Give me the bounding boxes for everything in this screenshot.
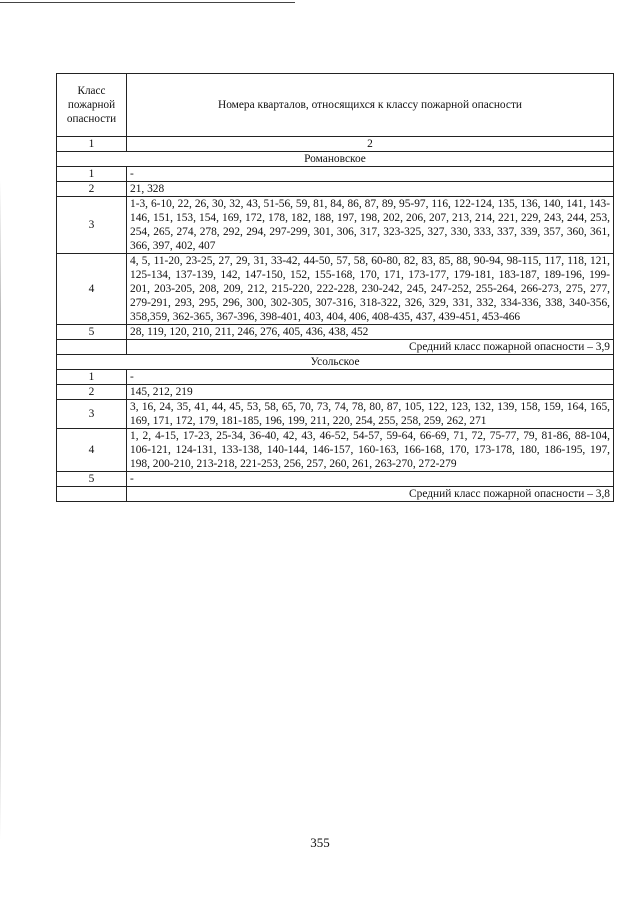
table-row <box>57 385 614 400</box>
class-cell: 2 <box>57 182 127 197</box>
quarters-cell: 145, 212, 219 <box>127 385 614 400</box>
quarters-cell: 1-3, 6-10, 22, 26, 30, 32, 43, 51-56, 59, 81, 84, 86, 87, 89, 95-97, 116, 122-124, 135, 136, 140, 141, 143-146, 151, 153, 154, 169, 172, 178, 182, 188, 197, 198, 202, 206, 207, 213, 214, 221, 229, 243, 244, 253, 254, 265, 274, 278, 292, 294, 297-299, 301, 306, 317, 323-325, 327, 330, 333, 337, 339, 357, 360, 361, 366, 397, 402, 407 <box>127 197 614 254</box>
table-row <box>57 197 614 254</box>
table-row <box>57 167 614 182</box>
table-row <box>57 325 614 340</box>
column-number-row <box>57 137 614 152</box>
table-row <box>57 429 614 472</box>
quarters-cell: - <box>127 472 614 487</box>
page-number: 355 <box>310 835 330 850</box>
table-row <box>57 370 614 385</box>
class-cell: 3 <box>57 400 127 429</box>
average-class-text: Средний класс пожарной опасности – 3,9 <box>127 340 614 355</box>
table-row <box>57 182 614 197</box>
empty-cell <box>57 340 127 355</box>
class-cell: 4 <box>57 429 127 472</box>
quarters-cell: 1, 2, 4-15, 17-23, 25-34, 36-40, 42, 43, 46-52, 54-57, 59-64, 66-69, 71, 72, 75-77, 79, 81-86, 88-104, 106-121, 124-131, 133-138, 140-144, 146-157, 160-163, 166-168, 170, 173-178, 180, 186-195, 197, 198, 200-210, 213-218, 221-253, 256, 257, 260, 261, 263-270, 272-279 <box>127 429 614 472</box>
header-class-cell: Класс пожарной опасности <box>57 74 127 137</box>
class-cell: 2 <box>57 385 127 400</box>
region-name: Усольское <box>57 355 614 370</box>
region-row <box>57 152 614 167</box>
region-row <box>57 355 614 370</box>
header-quarters-cell: Номера кварталов, относящихся к классу пожарной опасности <box>127 74 614 137</box>
quarters-cell: 28, 119, 120, 210, 211, 246, 276, 405, 436, 438, 452 <box>127 325 614 340</box>
class-cell: 3 <box>57 197 127 254</box>
table-header-row <box>57 74 614 137</box>
scan-top-line <box>0 2 295 3</box>
class-cell: 1 <box>57 370 127 385</box>
class-cell: 5 <box>57 472 127 487</box>
scan-edge <box>0 180 1 840</box>
average-class-text: Средний класс пожарной опасности – 3,8 <box>127 487 614 502</box>
class-cell: 1 <box>57 167 127 182</box>
average-row <box>57 487 614 502</box>
table-row <box>57 254 614 325</box>
class-cell: 5 <box>57 325 127 340</box>
class-cell: 4 <box>57 254 127 325</box>
empty-cell <box>57 487 127 502</box>
region-name: Романовское <box>57 152 614 167</box>
quarters-cell: 4, 5, 11-20, 23-25, 27, 29, 31, 33-42, 44-50, 57, 58, 60-80, 82, 83, 85, 88, 90-94, 98-115, 117, 118, 121, 125-134, 137-139, 142, 147-150, 152, 155-168, 170, 171, 173-177, 179-181, 183-187, 189-196, 199-201, 203-205, 208, 209, 212, 215-220, 222-228, 230-242, 245, 247-252, 255-264, 266-273, 275, 277, 279-291, 293, 295, 296, 300, 302-305, 307-316, 318-322, 326, 329, 331, 332, 334-336, 338, 340-356, 358,359, 362-365, 367-396, 398-401, 403, 404, 406, 408-435, 437, 439-451, 453-466 <box>127 254 614 325</box>
column-number-1: 1 <box>57 137 127 152</box>
quarters-cell: - <box>127 370 614 385</box>
quarters-cell: 21, 328 <box>127 182 614 197</box>
fire-danger-table <box>56 73 614 502</box>
table-row <box>57 472 614 487</box>
column-number-2: 2 <box>127 137 614 152</box>
table-row <box>57 400 614 429</box>
average-row <box>57 340 614 355</box>
quarters-cell: 3, 16, 24, 35, 41, 44, 45, 53, 58, 65, 70, 73, 74, 78, 80, 87, 105, 122, 123, 132, 139, 158, 159, 164, 165, 169, 171, 172, 179, 181-185, 196, 199, 211, 220, 254, 255, 258, 259, 262, 271 <box>127 400 614 429</box>
quarters-cell: - <box>127 167 614 182</box>
